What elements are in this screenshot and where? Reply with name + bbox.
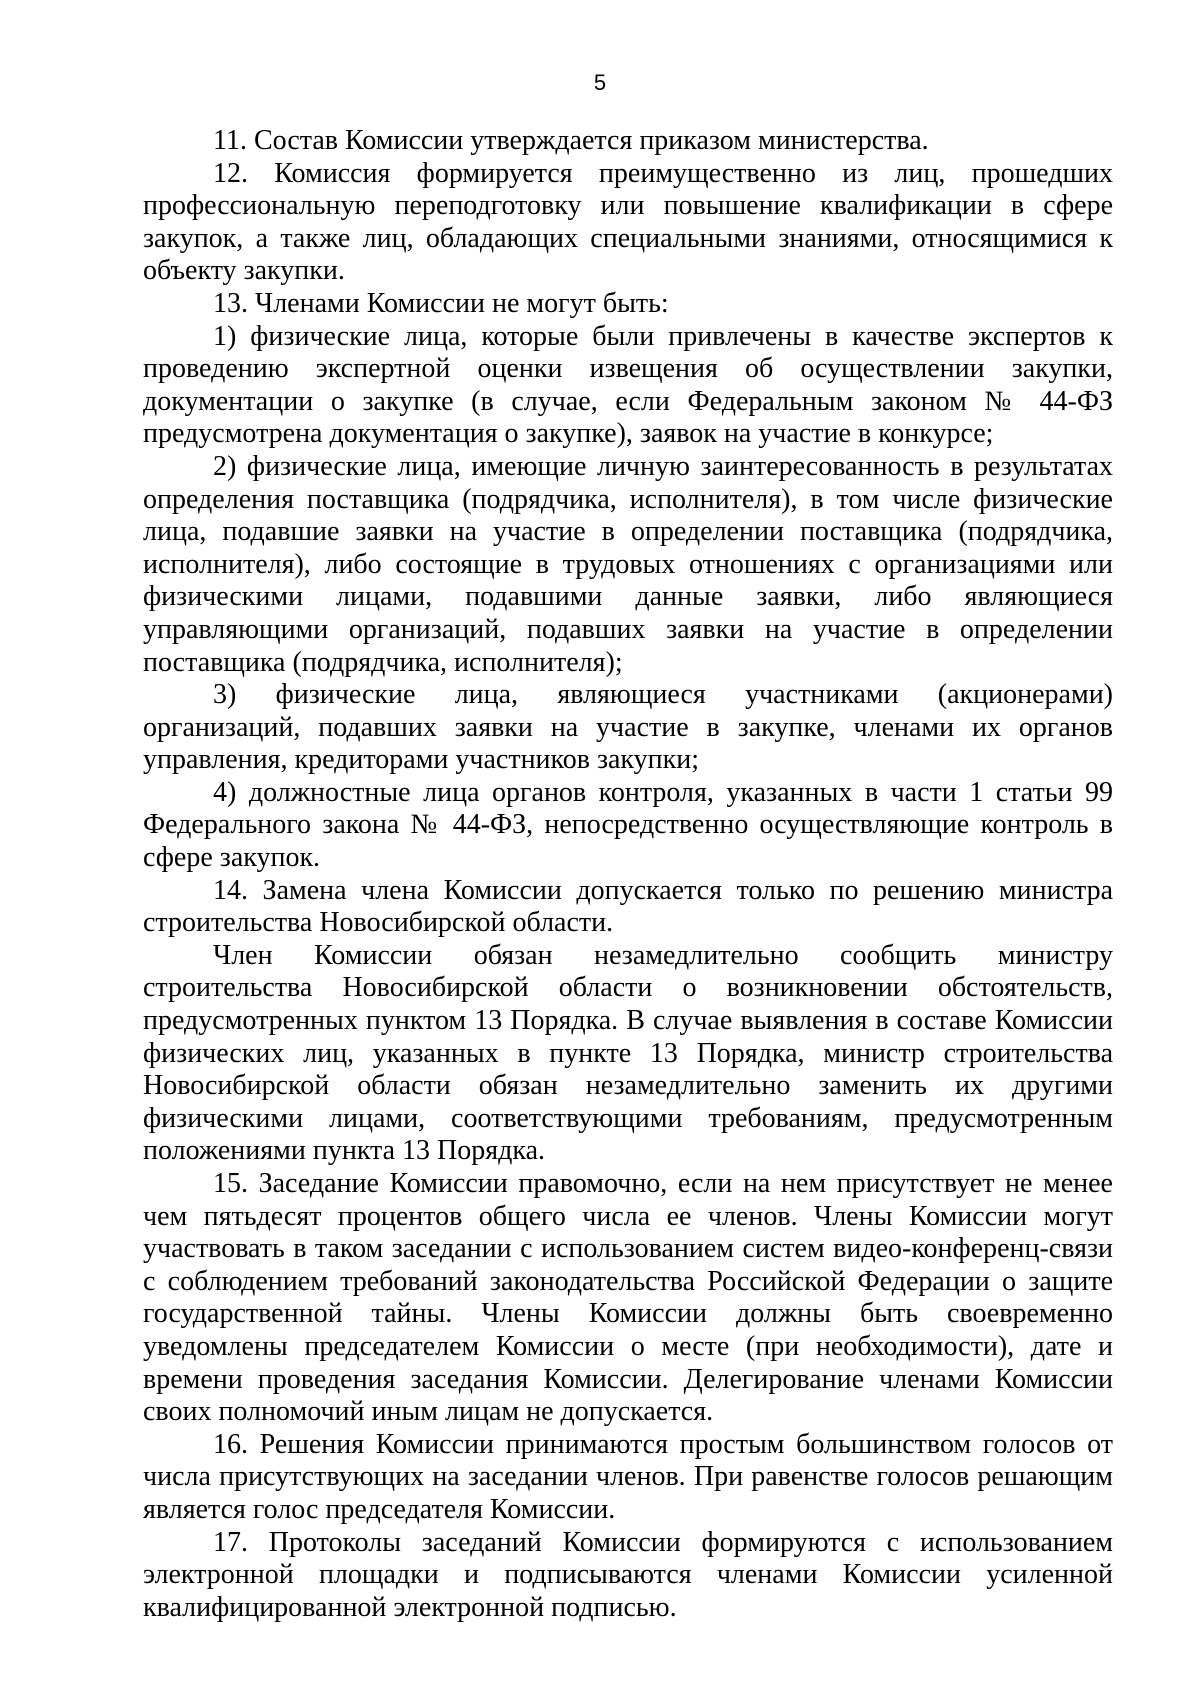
paragraph-item-17: 17. Протоколы заседаний Комиссии формируются с использованием электронной площадки и подписываются членами Комиссии усиленной квалифицированной электронной подписью.	[143, 1526, 1113, 1623]
paragraph-item-11: 11. Состав Комиссии утверждается приказом министерства.	[213, 125, 929, 156]
paragraph-item-13-4: 4) должностные лица органов контроля, указанных в части 1 статьи 99 Федерального закона № 44-ФЗ, непосредственно осуществляющие контроль в сфере закупок.	[143, 776, 1113, 874]
paragraph-item-15: 15. Заседание Комиссии правомочно, если на нем присутствует не менее чем пятьдесят процентов общего числа ее членов. Члены Комиссии могут участвовать в таком заседании с использованием систем видео-конференц-связи с соблюдением требований законодательства Российской Федерации о защите государственной тайны. Члены Комиссии должны быть своевременно уведомлены председателем Комиссии о месте (при необходимости), дате и времени проведения заседания Комиссии. Делегирование членами Комиссии своих полномочий иным лицам не допускается.	[143, 1168, 1113, 1428]
paragraph-item-14-continued: Член Комиссии обязан незамедлительно сообщить министру строительства Новосибирской области о возникновении обстоятельств, предусмотренных пунктом 13 Порядка. В случае выявления в составе Комиссии физических лиц, указанных в пункте 13 Порядка, министр строительства Новосибирской области обязан незамедлительно заменить их другими физическими лицами, соответствующими требованиям, предусмотренным положениями пункта 13 Порядка.	[143, 939, 1113, 1167]
document-body	[143, 125, 1113, 1624]
page-number: 5	[593, 70, 607, 95]
paragraph-item-12: 12. Комиссия формируется преимущественно из лиц, прошедших профессиональную переподготовку или повышение квалификации в сфере закупок, а также лиц, обладающих специальными знаниями, относящимися к объекту закупки.	[143, 157, 1113, 287]
paragraph-item-13-1: 1) физические лица, которые были привлечены в качестве экспертов к проведению экспертной оценки извещения об осуществлении закупки, документации о закупке (в случае, если Федеральным законом № 44-ФЗ предусмотрена документация о закупке), заявок на участие в конкурсе;	[143, 320, 1113, 450]
paragraph-item-14: 14. Замена члена Комиссии допускается только по решению министра строительства Новосибирской области.	[143, 874, 1113, 939]
paragraph-item-13: 13. Членами Комиссии не могут быть:	[213, 287, 669, 319]
paragraph-item-13-3: 3) физические лица, являющиеся участниками (акционерами) организаций, подавших заявки на участие в закупке, членами их органов управления, кредиторами участников закупки;	[143, 679, 1113, 776]
paragraph-item-16: 16. Решения Комиссии принимаются простым большинством голосов от числа присутствующих на заседании членов. При равенстве голосов решающим является голос председателя Комиссии.	[143, 1428, 1113, 1525]
paragraph-item-13-2: 2) физические лица, имеющие личную заинтересованность в результатах определения поставщика (подрядчика, исполнителя), в том числе физические лица, подавшие заявки на участие в определении поставщика (подрядчика, исполнителя), либо состоящие в трудовых отношениях с организациями или физическими лицами, подавшими данные заявки, либо являющиеся управляющими организаций, подавших заявки на участие в определении поставщика (подрядчика, исполнителя);	[143, 450, 1113, 678]
